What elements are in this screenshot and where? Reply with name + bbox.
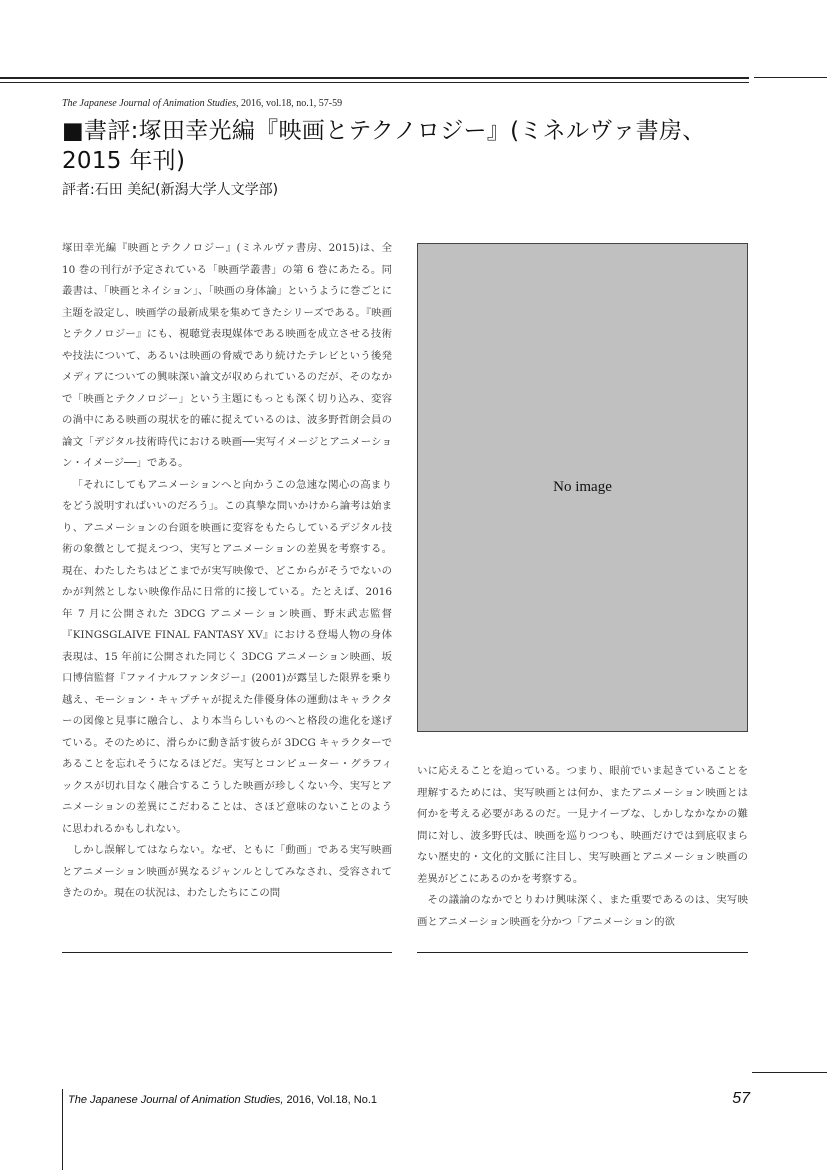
footer-rule-right <box>752 1072 827 1073</box>
body-column-left <box>62 238 392 905</box>
footer-journal <box>68 1094 377 1106</box>
body-paragraph: その議論のなかでとりわけ興味深く、また重要であるのは、実写映画とアニメーション映画を分かつ「アニメーション的欲 <box>417 894 748 928</box>
figure-placeholder <box>417 243 748 732</box>
body-paragraph: 塚田幸光編『映画とテクノロジー』(ミネルヴァ書房、2015)は、全 10 巻の刊行が予定されている「映画学叢書」の第 6 巻にあたる。同叢書は、「映画とネイション」、「映画の身体論」というように巻ごとに主題を設定し、映画学の最新成果を集めてきたシリーズである。『映画とテクノロジー』にも、視聴覚表現媒体である映画を成立させる技術や技法について、あるいは映画の脅威であり続けたテレビという後発メディアについての興味深い論文が収められているのだが、そのなかで「映画とテクノロジー」という主題にもっとも深く切り込み、変容の渦中にある映画の現状を的確に捉えているのは、波多野哲朗会員の論文「デジタル技術時代における映画──実写イメージとアニメーション・イメージ──」である。 <box>62 242 392 469</box>
column-bottom-rule-left <box>62 952 392 953</box>
article-title: ■書評:塚田幸光編『映画とテクノロジー』(ミネルヴァ書房、2015 年刊) <box>62 118 706 174</box>
top-rule-right <box>754 77 827 78</box>
footer-journal-name: The Japanese Journal of Animation Studies, <box>68 1094 284 1106</box>
body-column-right <box>417 761 748 933</box>
page-number: 57 <box>732 1090 750 1107</box>
journal-name: The Japanese Journal of Animation Studies, <box>62 98 239 109</box>
column-bottom-rule-right <box>417 952 748 953</box>
body-paragraph: しかし誤解してはならない。なぜ、ともに「動画」である実写映画とアニメーション映画が異なるジャンルとしてみなされ、受容されてきたのか。現在の状況は、わたしたちにこの問 <box>62 844 392 899</box>
journal-details: 2016, vol.18, no.1, 57-59 <box>238 98 343 109</box>
footer-journal-details: 2016, Vol.18, No.1 <box>283 1094 378 1106</box>
body-paragraph: 「それにしてもアニメーションへと向かうこの急速な関心の高まりをどう説明すればいいのだろう」。この真摯な問いかけから論考は始まり、アニメーションの台頭を映画に変容をもたらしているデジタル技術の象徴として捉えつつ、実写とアニメーションの差異を考察する。現在、わたしたちはどこまでが実写映像で、どこからがそうでないのかが判然としない映像作品に日常的に接している。たとえば、2016 年 7 月に公開された 3DCG アニメーション映画、野末武志監督『KINGSGLAIVE FINAL FANTASY XV』における登場人物の身体表現は、15 年前に公開された同じく 3DCG アニメーション映画、坂口博信監督『ファイナルファンタジー』(2001)が露呈した限界を乗り越え、モーション・キャプチャが捉えた俳優身体の運動はキャラクターの図像と見事に融合し、より本当らしいものへと格段の進化を遂げている。そのために、滑らかに動き話す彼らが 3DCG キャラクターであることを忘れそうになるほどだ。実写とコンピューター・グラフィックスが切れ目なく融合するこうした映画が珍しくない今、実写とアニメーションの差異にこだわることは、さほど意味のないことのように思われるかもしれない。 <box>62 478 392 835</box>
body-paragraph: いに応えることを迫っている。つまり、眼前でいま起きていることを理解するためには、実写映画とは何か、またアニメーション映画とは何かを考える必要があるのだ。一見ナイーブな、しかしなかなかの難問に対し、波多野氏は、映画を巡りつつも、映画だけでは到底収まらない歴史的・文化的文脈に注目し、実写映画とアニメーション映画の差異がどこにあるのかを考察する。 <box>417 765 748 885</box>
journal-citation <box>62 98 342 109</box>
top-rule-thin <box>0 82 749 83</box>
no-image-label: No image <box>553 479 612 495</box>
top-rule-thick <box>0 77 749 79</box>
footer-rule-vertical <box>62 1089 63 1170</box>
reviewer-line: 評者:石田 美紀(新潟大学人文学部) <box>62 182 279 198</box>
